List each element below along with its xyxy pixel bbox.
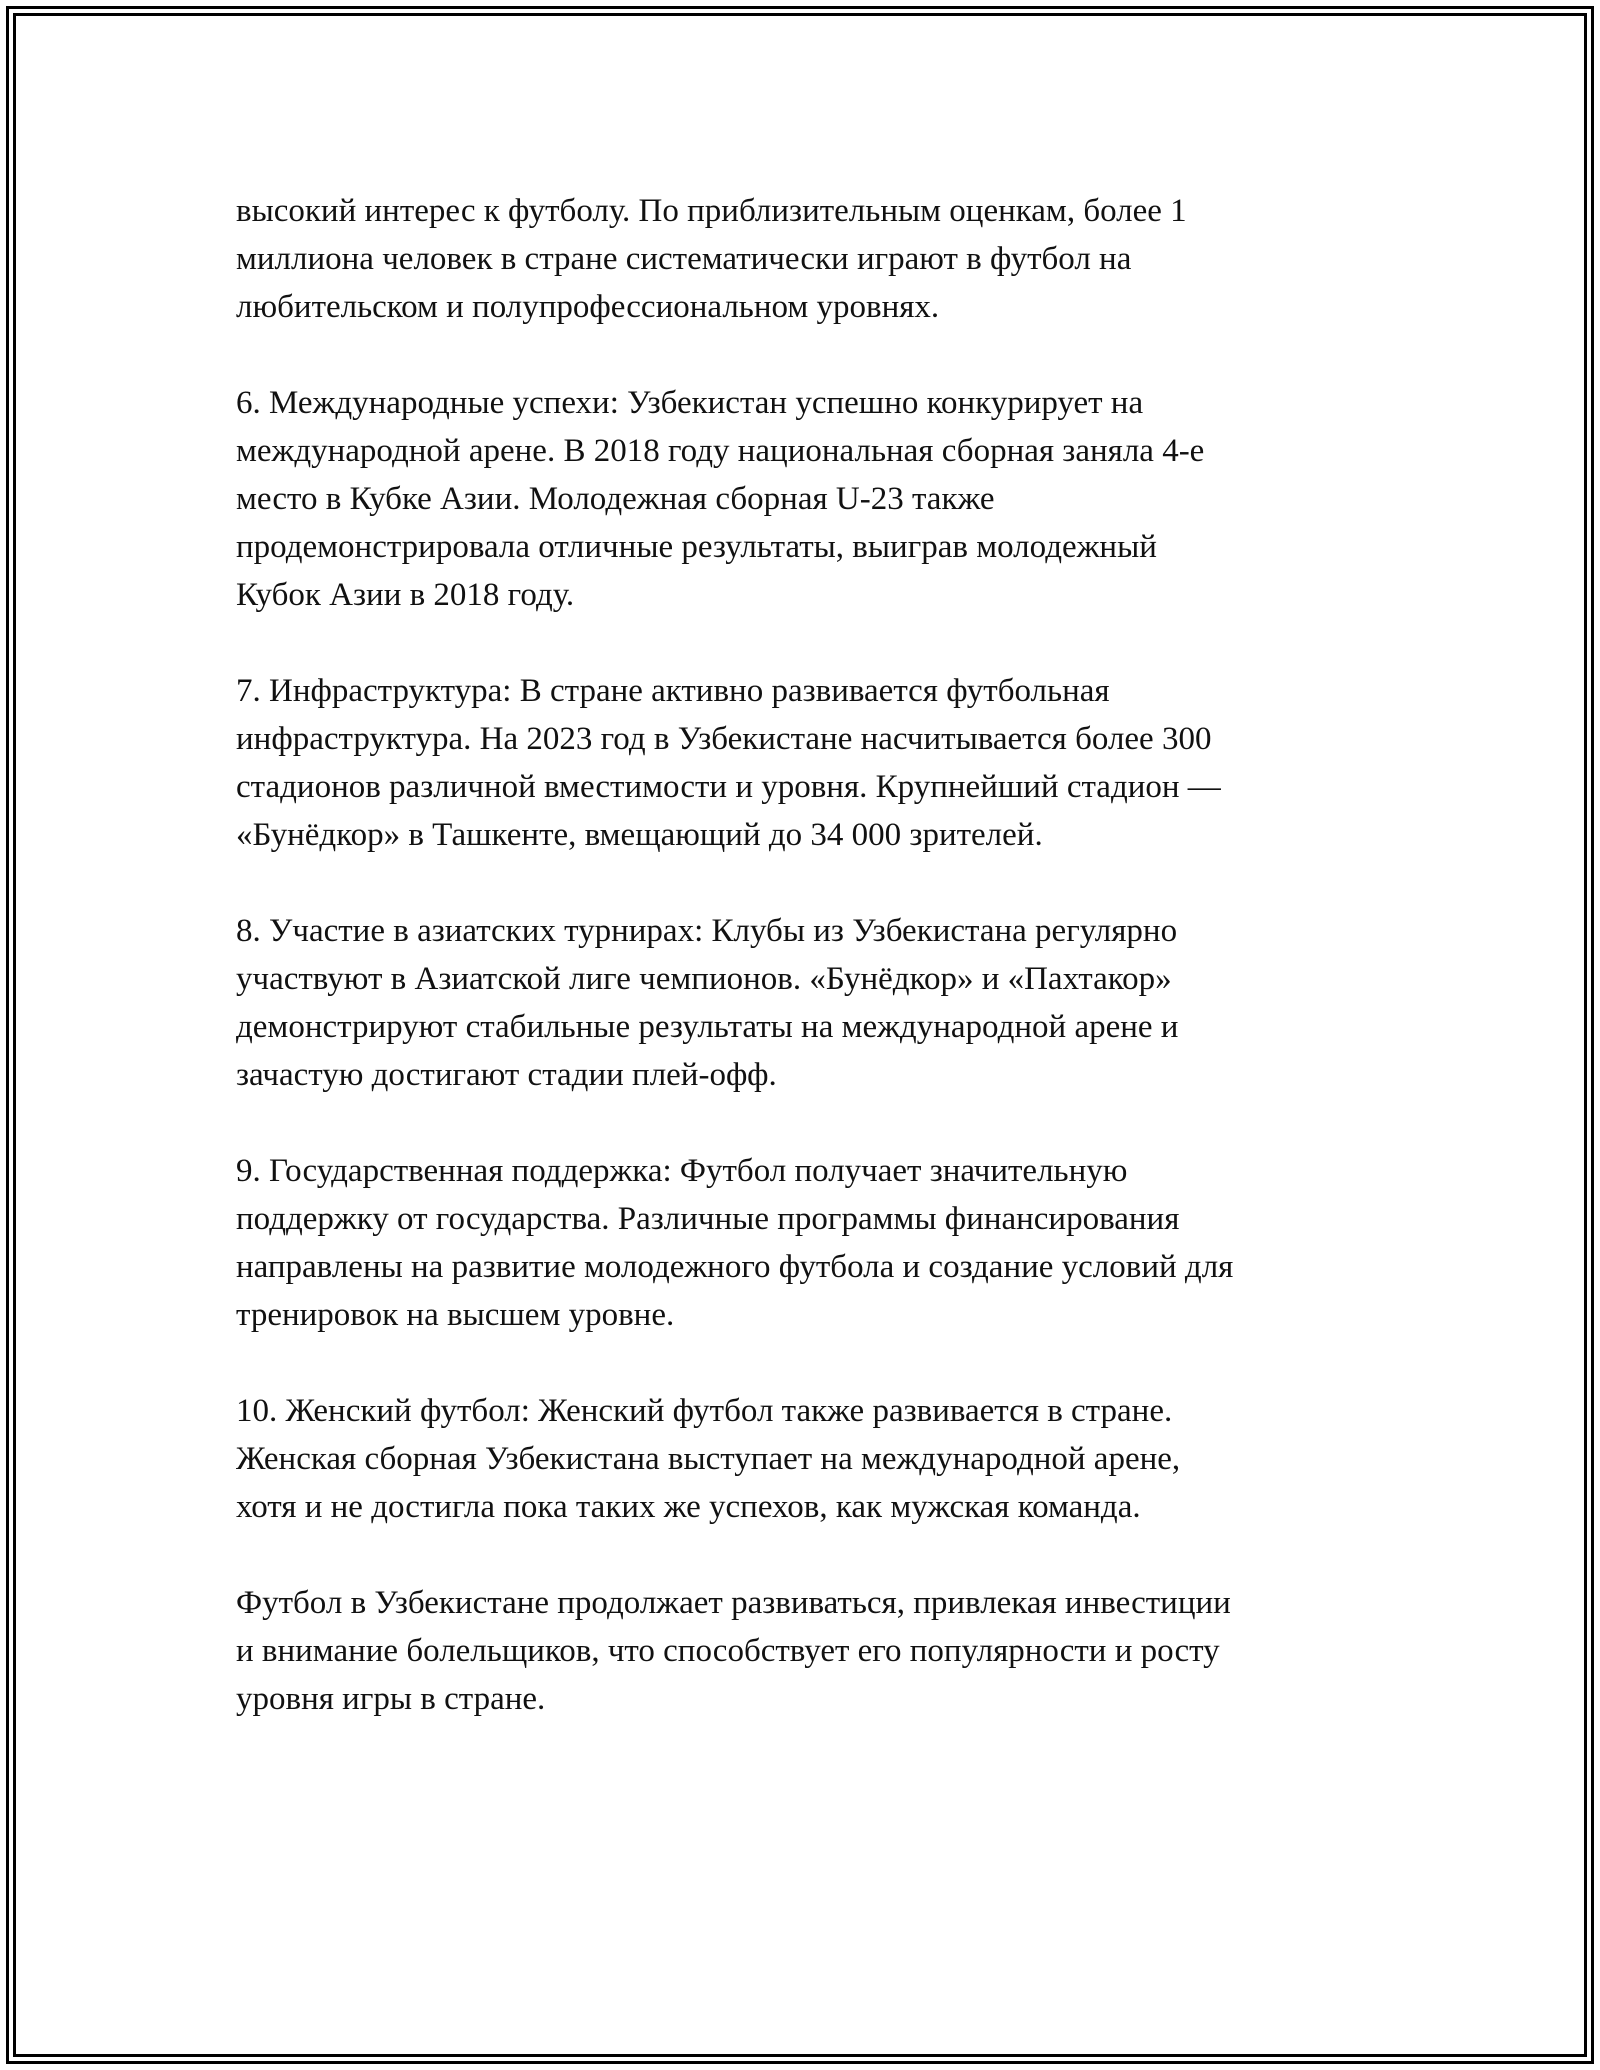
text-line: зачастую достигают стадии плей-офф. [236,1057,777,1093]
paragraph-conclusion [236,1579,1366,1723]
text-line: Футбол в Узбекистане продолжает развиваться, привлекая инвестиции [236,1585,1231,1621]
text-line: миллиона человек в стране систематически играют в футбол на [236,241,1132,277]
text-line: 6. Международные успехи: Узбекистан успешно конкурирует на [236,385,1144,421]
text-line: любительском и полупрофессиональном уровнях. [236,289,940,325]
paragraph-womens-football [236,1387,1366,1531]
text-line: «Бунёдкор» в Ташкенте, вмещающий до 34 000 зрителей. [236,817,1043,853]
text-line: тренировок на высшем уровне. [236,1297,675,1333]
text-line: инфраструктура. На 2023 год в Узбекистане насчитывается более 300 [236,721,1212,757]
text-line: 10. Женский футбол: Женский футбол также развивается в стране. [236,1393,1173,1429]
paragraph-intro-continuation [236,187,1366,331]
document-body [236,187,1366,1771]
text-line: место в Кубке Азии. Молодежная сборная U-23 также [236,481,995,517]
text-line: участвуют в Азиатской лиге чемпионов. «Бунёдкор» и «Пахтакор» [236,961,1172,997]
text-line: Кубок Азии в 2018 году. [236,577,575,613]
text-line: 9. Государственная поддержка: Футбол получает значительную [236,1153,1128,1189]
paragraph-infrastructure [236,667,1366,859]
text-line: 8. Участие в азиатских турнирах: Клубы из Узбекистана регулярно [236,913,1178,949]
text-line: уровня игры в стране. [236,1681,546,1717]
paragraph-asian-tournaments [236,907,1366,1099]
text-line: поддержку от государства. Различные программы финансирования [236,1201,1180,1237]
text-line: Женская сборная Узбекистана выступает на международной арене, [236,1441,1181,1477]
text-line: направлены на развитие молодежного футбола и создание условий для [236,1249,1234,1285]
text-line: стадионов различной вместимости и уровня. Крупнейший стадион — [236,769,1221,805]
text-line: международной арене. В 2018 году национальная сборная заняла 4-е [236,433,1205,469]
text-line: демонстрируют стабильные результаты на международной арене и [236,1009,1179,1045]
paragraph-state-support [236,1147,1366,1339]
text-line: хотя и не достигла пока таких же успехов, как мужская команда. [236,1489,1141,1525]
text-line: и внимание болельщиков, что способствует его популярности и росту [236,1633,1220,1669]
text-line: 7. Инфраструктура: В стране активно развивается футбольная [236,673,1110,709]
text-line: высокий интерес к футболу. По приблизительным оценкам, более 1 [236,193,1187,229]
text-line: продемонстрировала отличные результаты, выиграв молодежный [236,529,1157,565]
paragraph-international-success [236,379,1366,619]
